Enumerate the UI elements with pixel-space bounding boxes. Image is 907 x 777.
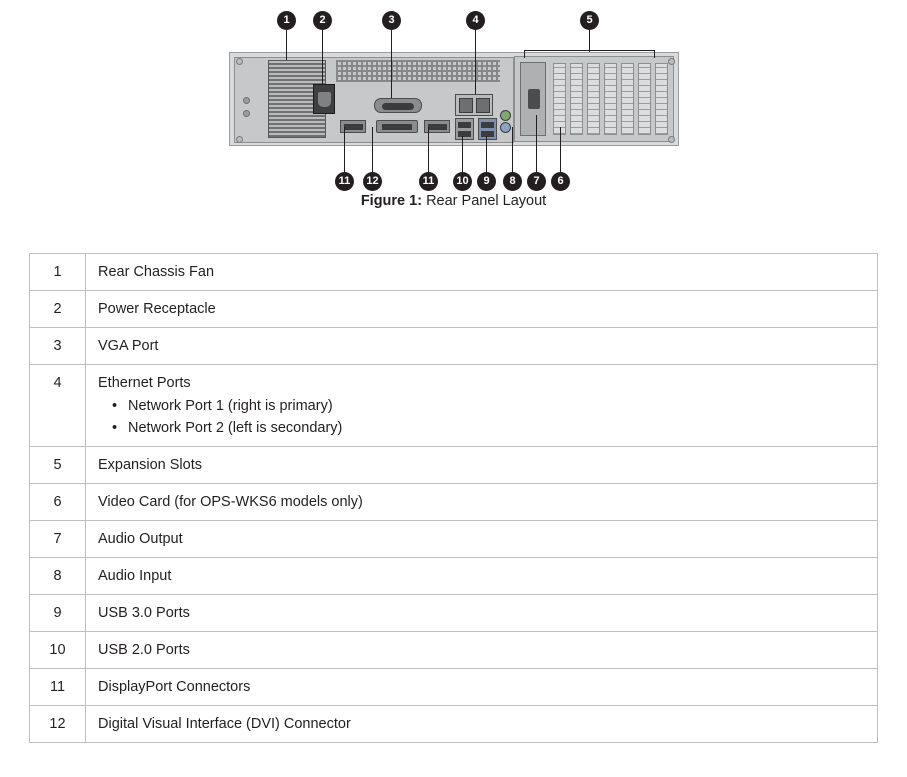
chassis-screw: [236, 136, 243, 143]
leader-line: [475, 30, 476, 94]
leader-line: [589, 30, 590, 52]
legend-item-number: 7: [30, 521, 86, 558]
leader-line: [654, 50, 655, 58]
callout-4: 4: [466, 11, 485, 30]
figure-caption-label: Figure 1:: [360, 193, 423, 209]
table-row: [30, 484, 878, 521]
legend-item-description: [86, 254, 878, 291]
vga-port: [374, 98, 422, 113]
chassis-screw: [668, 58, 675, 65]
callout-7: 7: [527, 172, 546, 191]
table-row: [30, 254, 878, 291]
usb-2-0-ports: [455, 118, 474, 140]
leader-line: [512, 127, 513, 174]
callout-1: 1: [277, 11, 296, 30]
expansion-slot: [655, 63, 668, 135]
legend-item-description: [86, 706, 878, 743]
legend-item-description: [86, 365, 878, 447]
table-row: [30, 291, 878, 328]
leader-line: [428, 127, 429, 174]
leader-line: [344, 127, 345, 174]
chassis-screw: [243, 97, 250, 104]
legend-item-number: 12: [30, 706, 86, 743]
table-row: [30, 365, 878, 447]
usb-3-0-ports: [478, 118, 497, 140]
legend-item-description: [86, 328, 878, 365]
leader-line: [462, 136, 463, 174]
legend-item-label: USB 3.0 Ports: [98, 605, 190, 621]
legend-item-label: USB 2.0 Ports: [98, 642, 190, 658]
legend-sub-list: [98, 398, 877, 436]
legend-item-label: Power Receptacle: [98, 301, 216, 317]
legend-item-label: Video Card (for OPS-WKS6 models only): [98, 494, 363, 510]
legend-item-label: Audio Output: [98, 531, 183, 547]
leader-line: [322, 30, 323, 85]
table-row: [30, 521, 878, 558]
audio-input-jack: [500, 122, 511, 133]
legend-item-description: [86, 447, 878, 484]
table-row: [30, 706, 878, 743]
leader-line: [560, 127, 561, 174]
expansion-slot: [570, 63, 583, 135]
legend-item-description: [86, 291, 878, 328]
legend-item-description: [86, 558, 878, 595]
callout-3: 3: [382, 11, 401, 30]
rear-panel-figure: [0, 0, 907, 225]
legend-item-number: 1: [30, 254, 86, 291]
legend-item-label: Audio Input: [98, 568, 172, 584]
legend-item-number: 11: [30, 669, 86, 706]
legend-item-label: DisplayPort Connectors: [98, 679, 251, 695]
legend-item-label: Expansion Slots: [98, 457, 202, 473]
legend-item-number: 9: [30, 595, 86, 632]
dvi-connector: [376, 120, 418, 133]
callout-6: 6: [551, 172, 570, 191]
table-row: [30, 632, 878, 669]
network-port-2: [459, 98, 473, 113]
legend-item-description: [86, 484, 878, 521]
leader-line: [536, 115, 537, 174]
expansion-slot: [621, 63, 634, 135]
legend-item-label: Digital Visual Interface (DVI) Connector: [98, 716, 351, 732]
legend-item-label: Rear Chassis Fan: [98, 264, 215, 280]
table-row: [30, 669, 878, 706]
legend-item-description: [86, 669, 878, 706]
usb-slot: [481, 131, 494, 137]
chassis-screw: [243, 110, 250, 117]
callout-2: 2: [313, 11, 332, 30]
list-item: • Network Port 1 (right is primary): [128, 398, 877, 414]
figure-caption: [0, 193, 907, 209]
video-card: [520, 62, 546, 136]
legend-table-container: [29, 253, 878, 743]
legend-item-label: Ethernet Ports: [98, 375, 191, 391]
callout-5: 5: [580, 11, 599, 30]
legend-item-number: 3: [30, 328, 86, 365]
leader-line: [486, 136, 487, 174]
legend-item-number: 5: [30, 447, 86, 484]
table-row: [30, 328, 878, 365]
list-item: • Network Port 2 (left is secondary): [128, 420, 877, 436]
table-row: [30, 447, 878, 484]
callout-9: 9: [477, 172, 496, 191]
legend-item-number: 2: [30, 291, 86, 328]
audio-output-jack: [500, 110, 511, 121]
leader-line: [391, 30, 392, 98]
leader-line: [372, 127, 373, 174]
legend-item-number: 10: [30, 632, 86, 669]
callout-8: 8: [503, 172, 522, 191]
expansion-slot: [604, 63, 617, 135]
table-row: [30, 595, 878, 632]
chassis-screw: [236, 58, 243, 65]
legend-item-label: VGA Port: [98, 338, 159, 354]
callout-10: 10: [453, 172, 472, 191]
ethernet-ports: [455, 94, 493, 116]
table-row: [30, 558, 878, 595]
legend-item-number: 6: [30, 484, 86, 521]
callout-11-right: 11: [419, 172, 438, 191]
expansion-slot: [553, 63, 566, 135]
callout-12: 12: [363, 172, 382, 191]
legend-item-number: 4: [30, 365, 86, 447]
legend-table: [29, 253, 878, 743]
usb-slot: [481, 122, 494, 128]
figure-caption-text: Rear Panel Layout: [422, 193, 547, 209]
usb-slot: [458, 122, 471, 128]
expansion-slot: [638, 63, 651, 135]
legend-item-description: [86, 595, 878, 632]
usb-slot: [458, 131, 471, 137]
leader-line: [524, 50, 655, 51]
power-receptacle: [313, 84, 335, 114]
leader-line: [524, 50, 525, 58]
chassis-screw: [668, 136, 675, 143]
legend-item-description: [86, 632, 878, 669]
network-port-1: [476, 98, 490, 113]
leader-line: [286, 30, 287, 60]
legend-item-number: 8: [30, 558, 86, 595]
callout-11-left: 11: [335, 172, 354, 191]
legend-item-description: [86, 521, 878, 558]
expansion-slot: [587, 63, 600, 135]
